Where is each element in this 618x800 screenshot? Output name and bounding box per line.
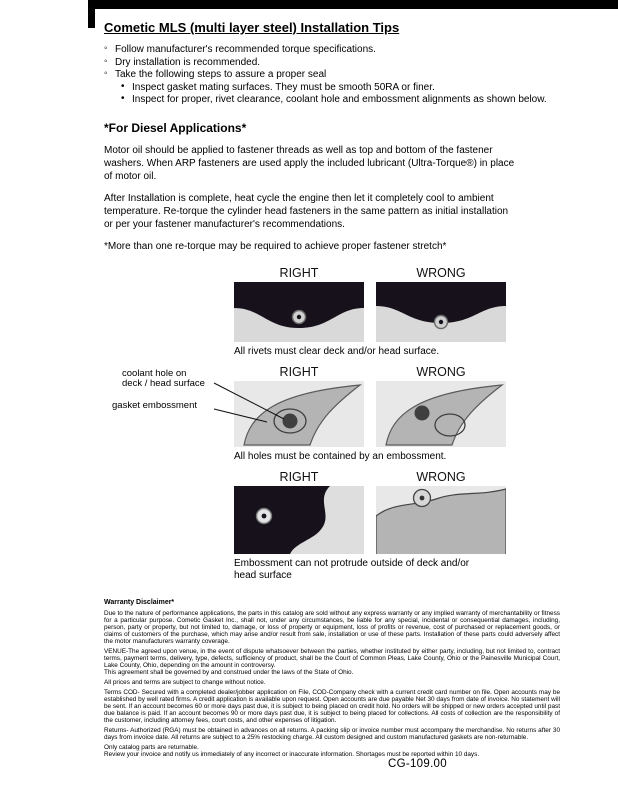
callout-coolant-hole: coolant hole on deck / head surface [122,369,212,390]
scan-edge-top [88,0,618,9]
tip-item: ◦ Dry installation is recommended. [104,57,566,70]
warranty-disclaimer-section [104,599,560,758]
diagram-caption-embossment: Embossment can not protrude outside of deck and/or head surface [234,557,470,581]
diagram-caption-holes: All holes must be contained by an embossment. [234,450,447,462]
seal-steps-list [121,82,566,107]
retorque-note: *More than one re-torque may be required to achieve proper fastener stretch* [104,240,447,252]
page-number: CG-109.00 [388,758,447,770]
coolant-hole-wrong-diagram [376,381,506,447]
warranty-paragraph: Returns- Authorized (RGA) must be obtained in advances on all returns. A packing slip or invoice number must accompany the merchandise. No returns after 30 days from invoice date. All returns are subject to a 25% restocking charge. All custom designed and custom manufactured gaskets are non-returnable. [104,726,560,741]
right-label: RIGHT [279,265,319,280]
diagram-panels [234,282,506,342]
page-title: Cometic MLS (multi layer steel) Installation Tips [104,20,400,35]
diagram-labels [234,266,506,280]
rivet-wrong-diagram [376,282,506,342]
warranty-paragraph: All prices and terms are subject to change without notice. [104,678,266,686]
coolant-hole-icon [283,413,298,428]
embossment-correct-diagram [234,486,364,554]
diesel-paragraph-2: After Installation is complete, heat cycle the engine then let it completely cool to ambient temperature. Re-torque the cylinder head fasteners in the same pattern as initial installation or per your fastener manufacturer's recommendations. [104,192,509,230]
diagram-section [112,265,506,583]
coolant-hole-correct-diagram [234,381,364,447]
warranty-paragraph: VENUE-The agreed upon venue, in the event of dispute whatsoever between the parties, whether instituted by either party, including, but not limited to, contract terms, payment terms, delivery, type, defects, sufficiency of product, shall be the Court of Common Pleas, Lake County, Ohio or the Painesville Municipal Court, Lake County, Ohio, depending on the amount in controversy. [104,647,560,669]
right-label: RIGHT [279,364,319,379]
embossment-wrong-diagram [376,486,506,554]
diagram-labels [234,470,506,484]
diagram-row-rivets [234,266,506,357]
tip-item: ◦ Follow manufacturer's recommended torque specifications. [104,44,566,57]
warranty-paragraph: Only catalog parts are returnable. [104,743,199,751]
warranty-paragraph: Terms COD- Secured with a completed dealer/jobber application on File, COD-Company check with a current credit card number on file. Open accounts may be established by well rated firms. A credit application is available upon request. Open accounts are due payable Net 30 days from date of invoice. No statement will be sent. If an account becomes 60 or more days past due, it is subject to being placed on credit hold. No orders will be shipped or new orders accepted until past due balance is paid. If an account becomes 90 or more days past due, it is subject to being placed for collections. All costs of collection are the responsibility of the customer, including attorney fees, court costs, and other expenses of litigation. [104,688,560,724]
seal-step-item: • Inspect for proper, rivet clearance, coolant hole and embossment alignments as shown below. [121,94,566,107]
diagram-row-coolant-hole [112,364,506,462]
diesel-paragraph-1: Motor oil should be applied to fastener threads as well as top and bottom of the fastener washers. When ARP fasteners are used apply the included lubricant (Ultra-Torque®) in place of motor oil. [104,144,515,182]
installation-tips-list [104,44,566,82]
rivet-correct-diagram [234,282,364,342]
content-column [104,20,566,761]
diesel-applications-heading: *For Diesel Applications* [104,120,247,135]
diagram-caption-rivets: All rivets must clear deck and/or head surface. [234,345,440,357]
tip-item: ◦ Take the following steps to assure a proper seal [104,69,566,82]
diagram-labels [234,365,506,379]
coolant-hole-icon [415,405,430,420]
warranty-heading: Warranty Disclaimer* [104,598,175,606]
seal-step-item: • Inspect gasket mating surfaces. They must be smooth 50RA or finer. [121,82,566,95]
wrong-label: WRONG [416,364,466,379]
wrong-label: WRONG [416,265,466,280]
callout-gasket-embossment: gasket embossment [112,401,208,412]
warranty-paragraph: Review your invoice and notify us immediately of any incorrect or inaccurate information. Shortages must be reported within 10 days. [104,750,480,758]
diagram-panels [234,486,506,554]
wrong-label: WRONG [416,469,466,484]
diagram-panels [234,381,506,447]
right-label: RIGHT [279,469,319,484]
scan-edge-left [88,0,95,28]
warranty-paragraph: This agreement shall be governed by and construed under the laws of the State of Ohio. [104,668,354,676]
diagram-row-embossment [234,470,506,583]
warranty-paragraph: Due to the nature of performance applications, the parts in this catalog are sold without any express warranty or any implied warranty of merchantability or fitness for a particular purpose. Cometic Gasket Inc., shall not, under any circumstances, be liable for any special, incidental or consequential damages, including, person, party or property, but not limited to, damage, or loss of property or equipment, loss of profits or revenue, cost of purchased or replacement goods, or claims of customers of the purchase, which may arise and/or result from sale, installation or use of these parts. Installation of these parts could adversely affect the motor manufacturers warranty coverage. [104,609,560,645]
